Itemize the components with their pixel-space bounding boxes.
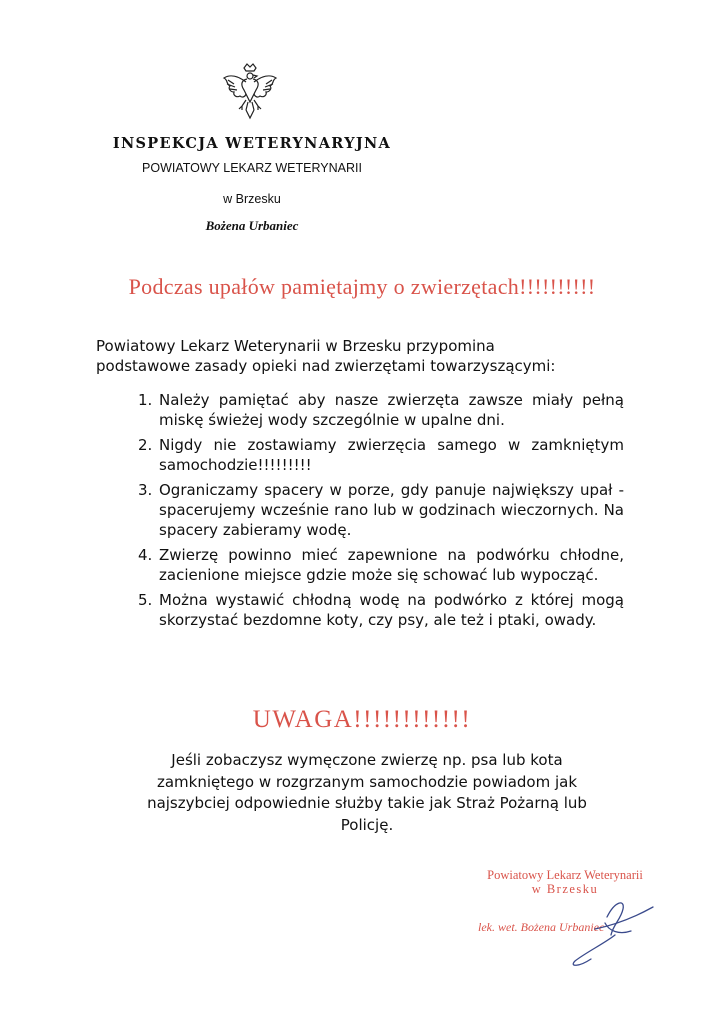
handwritten-signature: [535, 895, 665, 970]
stamp-name: lek. wet. Bożena Urbaniec: [478, 920, 605, 934]
rule-item: [138, 390, 624, 430]
office-location: w Brzesku: [223, 192, 281, 206]
organization-name: INSPEKCJA WETERYNARYJNA: [112, 135, 392, 152]
intro-paragraph: [96, 336, 636, 376]
rule-number: 2.: [138, 436, 153, 454]
rules-list: [138, 390, 624, 635]
white-eagle-emblem-icon: [220, 60, 280, 122]
rule-item: [138, 480, 624, 540]
officer-name: Bożena Urbaniec: [205, 218, 299, 233]
rule-number: 5.: [138, 591, 153, 609]
warning-line: zamkniętego w rozgrzanym samochodzie powiadom jak: [156, 772, 578, 791]
stamp-office: Powiatowy Lekarz Weterynarii: [487, 868, 643, 882]
rule-text: Zwierzę powinno mieć zapewnione na podwórku chłodne, zacienione miejsce gdzie może się schować lub wypocząć.: [159, 546, 624, 584]
rule-number: 3.: [138, 481, 153, 499]
warning-title: UWAGA!!!!!!!!!!!!: [252, 706, 472, 733]
office-title: POWIATOWY LEKARZ WETERYNARII: [142, 161, 362, 175]
rule-item: [138, 545, 624, 585]
rule-text: Nigdy nie zostawiamy zwierzęcia samego w zamkniętym samochodzie!!!!!!!!!: [159, 436, 624, 474]
rule-number: 4.: [138, 546, 153, 564]
warning-line: Policję.: [340, 815, 394, 834]
rule-text: Można wystawić chłodną wodę na podwórko z której mogą skorzystać bezdomne koty, czy psy, ale też i ptaki, owady.: [159, 591, 624, 629]
warning-line: najszybciej odpowiednie służby takie jak Straż Pożarną lub: [147, 794, 587, 812]
rule-item: [138, 590, 624, 630]
rule-item: [138, 435, 624, 475]
rule-text: Ograniczamy spacery w porze, gdy panuje największy upał - spacerujemy wcześnie rano lub w godzinach wieczornych. Na spacery zabieramy wodę.: [159, 481, 624, 539]
warning-line: Jeśli zobaczysz wymęczone zwierzę np. psa lub kota: [171, 751, 563, 769]
intro-line: Powiatowy Lekarz Weterynarii w Brzesku przypomina: [96, 337, 495, 355]
intro-line: podstawowe zasady opieki nad zwierzętami towarzyszącymi:: [96, 357, 556, 375]
warning-paragraph: [80, 750, 654, 836]
stamp-location: w Brzesku: [531, 882, 599, 896]
headline: Podczas upałów pamiętajmy o zwierzętach!!!!!!!!!!: [128, 274, 596, 299]
rule-text: Należy pamiętać aby nasze zwierzęta zawsze miały pełną miskę świeżej wody szczególnie w upalne dni.: [159, 391, 624, 429]
official-stamp: [460, 868, 670, 897]
rule-number: 1.: [138, 391, 153, 409]
